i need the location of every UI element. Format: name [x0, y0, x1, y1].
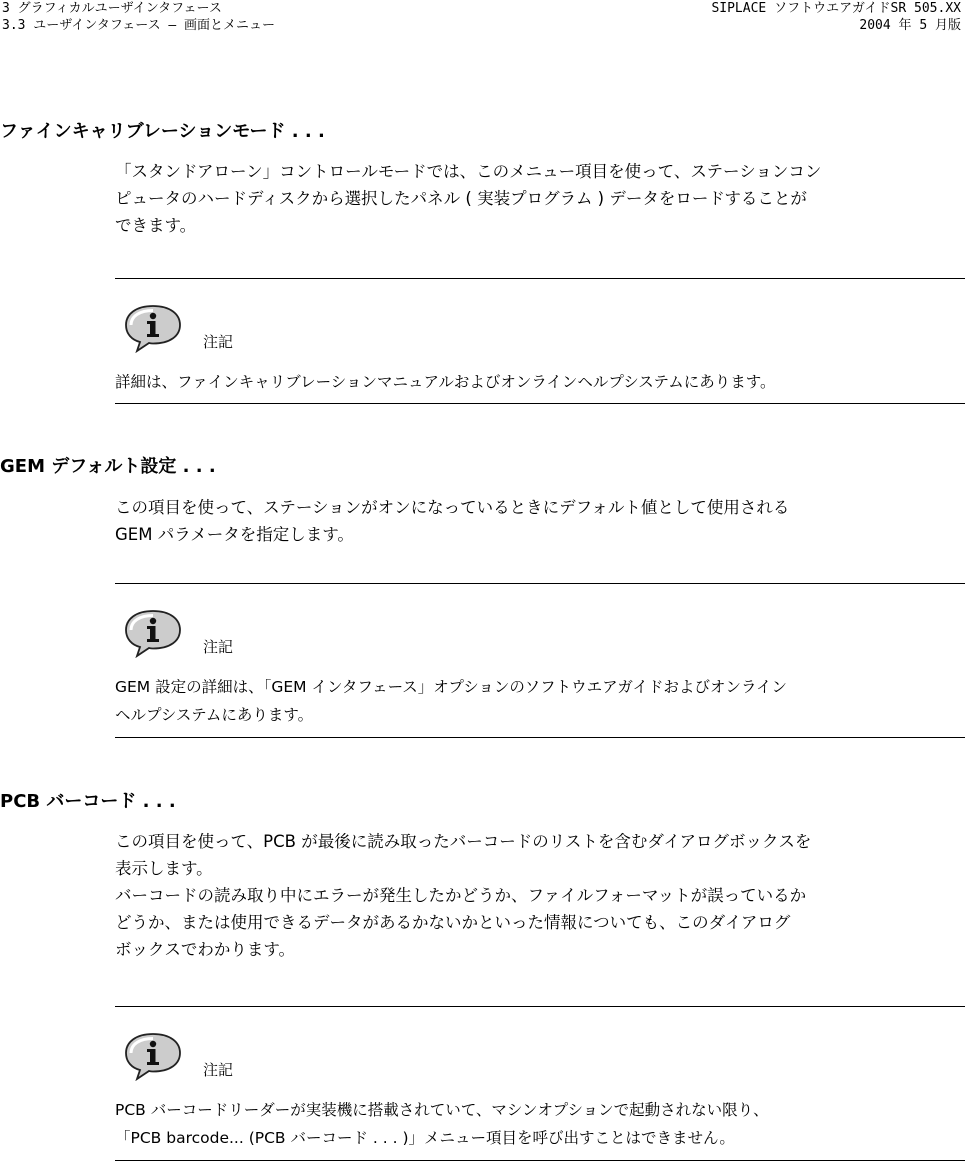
note-line: GEM 設定の詳細は、「GEM インタフェース」オプションのソフトウエアガイドおよびオンライン: [115, 678, 788, 696]
section-body-pcb-barcode: [115, 828, 965, 963]
note-label: 注記: [203, 333, 234, 351]
body-line: 表示します。: [115, 859, 213, 878]
section-body-fine-calibration: [115, 158, 965, 239]
note-text-fine-calibration: [115, 368, 965, 396]
body-line: バーコードの読み取り中にエラーが発生したかどうか、ファイルフォーマットが誤っているか: [115, 886, 807, 905]
note-text-gem-defaults: [115, 673, 965, 729]
note-label: 注記: [203, 1061, 234, 1079]
note-label: 注記: [203, 638, 234, 656]
body-line: 「スタンドアローン」コントロールモードでは、このメニュー項目を使って、ステーションコン: [115, 162, 822, 181]
body-line: この項目を使って、ステーションがオンになっているときにデフォルト値として使用される: [115, 498, 790, 517]
info-icon: [121, 303, 185, 353]
info-icon: [121, 608, 185, 658]
note-line: 詳細は、ファインキャリブレーションマニュアルおよびオンラインヘルプシステムにあります。: [115, 373, 776, 391]
note-text-pcb-barcode: [115, 1096, 965, 1152]
note-top-rule: [115, 278, 965, 279]
section-heading-pcb-barcode: PCB バーコード . . .: [0, 791, 176, 812]
section-heading-fine-calibration: ファインキャリブレーションモード . . .: [0, 121, 325, 142]
section-heading-gem-defaults: GEM デフォルト設定 . . .: [0, 456, 216, 477]
note-line: 「PCB barcode... (PCB バーコード . . . )」メニュー項目を呼び出すことはできません。: [115, 1129, 735, 1147]
header-guide-title: SIPLACE ソフトウエアガイドSR 505.XX: [711, 1, 961, 16]
header-edition-date: 2004 年 5 月版: [859, 18, 961, 33]
body-line: GEM パラメータを指定します。: [115, 525, 354, 544]
note-bottom-rule: [115, 1160, 965, 1161]
note-line: ヘルプシステムにあります。: [115, 706, 314, 724]
note-top-rule: [115, 583, 965, 584]
body-line: どうか、または使用できるデータがあるかないかといった情報についても、このダイアログ: [115, 913, 791, 932]
header-section: 3.3 ユーザインタフェース – 画面とメニュー: [2, 18, 276, 33]
note-bottom-rule: [115, 737, 965, 738]
info-icon: [121, 1031, 185, 1081]
body-line: できます。: [115, 216, 197, 235]
section-body-gem-defaults: [115, 494, 965, 548]
note-line: PCB バーコードリーダーが実装機に搭載されていて、マシンオプションで起動されない限り、: [115, 1101, 769, 1119]
body-line: ピュータのハードディスクから選択したパネル ( 実装プログラム ) データをロードすることが: [115, 189, 807, 208]
note-bottom-rule: [115, 403, 965, 404]
body-line: この項目を使って、PCB が最後に読み取ったバーコードのリストを含むダイアログボックスを: [115, 832, 812, 851]
note-top-rule: [115, 1006, 965, 1007]
header-chapter: 3 グラフィカルユーザインタフェース: [2, 1, 222, 16]
body-line: ボックスでわかります。: [115, 940, 296, 959]
